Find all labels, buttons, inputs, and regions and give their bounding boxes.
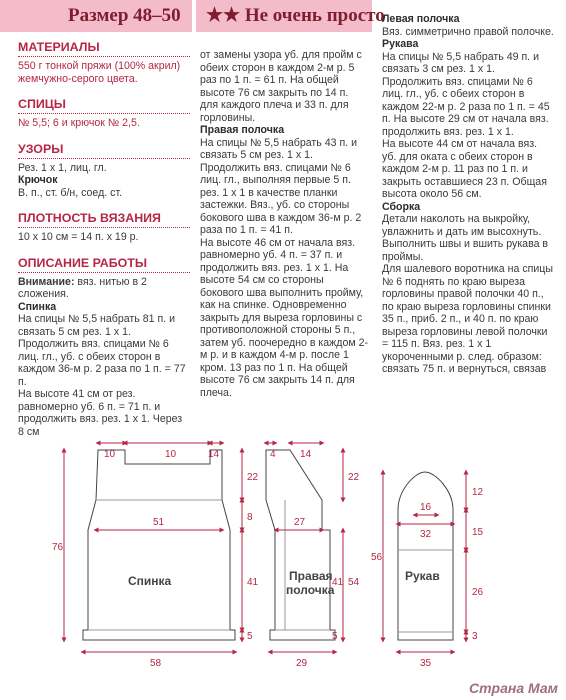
description-title: ОПИСАНИЕ РАБОТЫ bbox=[18, 255, 147, 270]
back-outline bbox=[83, 450, 235, 640]
crochet-title: Крючок bbox=[18, 174, 58, 186]
needles-title: СПИЦЫ bbox=[18, 97, 66, 111]
back-top-mid-dim: 10 bbox=[165, 449, 177, 460]
back-bottom-dim: 58 bbox=[150, 658, 162, 669]
back-top-right-dim: 14 bbox=[208, 449, 220, 460]
assembly-text-2: Для шалевого воротника на спицы № 6 поднять по краю выреза горловины правой полочки 40 п., по краю выреза горловины спинки 35 п., приб. 2 п., и 40 п. по краю выреза горловины левой полочки = 115 п. Вяз. рез. 1 х 1 укороченными р. след. образом: связать 75 п. и вернуться, связав bbox=[382, 263, 553, 375]
sleeve-text-2: На высоте 44 см от начала вяз. уб. для оката с обеих сторон в каждом 2-м р. 11 раз по 1 п. и закрыть оставшиеся 23 п. Общая высота около 56 см. bbox=[382, 138, 547, 200]
back-h-top-dim: 22 bbox=[247, 472, 259, 483]
sleeve-h-mid-dim: 26 bbox=[472, 587, 484, 598]
stars-icon: ★★ bbox=[206, 5, 241, 26]
back-label: Спинка bbox=[128, 574, 172, 588]
front-label-2: полочка bbox=[286, 583, 335, 597]
density-title: ПЛОТНОСТЬ ВЯЗАНИЯ bbox=[18, 211, 161, 225]
sleeve-title: Рукава bbox=[382, 38, 419, 50]
pattern-diagrams bbox=[0, 440, 566, 700]
difficulty-text: Не очень просто bbox=[244, 5, 385, 26]
difficulty-header bbox=[196, 0, 385, 32]
attention-note: Внимание: вяз. нитью в 2 сложения. bbox=[18, 275, 147, 300]
front-outline bbox=[266, 450, 335, 640]
needles-text: № 5,5; 6 и крючок № 2,5. bbox=[18, 117, 140, 129]
crochet-text: В. п., ст. б/н, соед. ст. bbox=[18, 186, 123, 199]
sleeve-h-band-dim: 3 bbox=[472, 631, 478, 642]
sleeve-top-dim: 16 bbox=[420, 502, 432, 513]
sleeve-width-dim: 32 bbox=[420, 529, 432, 540]
divider bbox=[18, 113, 190, 114]
right-front-text: На спицы № 5,5 набрать 43 п. и связать 5 см рез. 1 х 1. Продолжить вяз. спицами № 6 лиц. гл., выполняя первые 5 п. рез. 1 х 1 в качестве планки застежки. Вяз., уб. со стороны бокового шва в каждом 36-м р. 2 раза по 1 п. = 41 п. bbox=[200, 136, 362, 236]
density-text: 10 х 10 см = 14 п. х 19 р. bbox=[18, 231, 139, 243]
front-top-right-dim: 14 bbox=[300, 449, 312, 460]
column-2 bbox=[200, 49, 368, 399]
front-h-band-dim: 5 bbox=[332, 631, 338, 642]
front-height-total-dim: 54 bbox=[348, 577, 360, 588]
size-header: Размер 48–50 bbox=[0, 0, 192, 32]
left-front-text: Вяз. симметрично правой полочке. bbox=[382, 25, 554, 38]
front-h-low-dim: 41 bbox=[332, 577, 344, 588]
back-h-mid-dim: 8 bbox=[247, 512, 253, 523]
divider bbox=[18, 158, 190, 159]
back-top-left-dim: 10 bbox=[104, 449, 116, 460]
column-1 bbox=[18, 40, 190, 438]
back-h-band-dim: 5 bbox=[247, 631, 253, 642]
sleeve-label: Рукав bbox=[405, 569, 440, 583]
assembly-text: Детали наколоть на выкройку, увлажнить и дать им высохнуть. Выполнить швы и вшить рукава в проймы. bbox=[382, 213, 549, 263]
back-text: На спицы № 5,5 набрать 81 п. и связать 5 см рез. 1 х 1. Продолжить вяз. спицами № 6 лиц. гл., уб. с обеих сторон в каждом 36-м р. 2 раза по 1 п. = 77 п. bbox=[18, 313, 186, 388]
back-height-total-dim: 76 bbox=[52, 542, 64, 553]
front-width-dim: 27 bbox=[294, 517, 306, 528]
materials-title: МАТЕРИАЛЫ bbox=[18, 40, 100, 54]
patterns-text: Рез. 1 х 1, лиц. гл. bbox=[18, 161, 107, 174]
watermark-logo: Страна Мам bbox=[468, 680, 558, 696]
back-title: Спинка bbox=[18, 300, 57, 313]
sleeve-text: На спицы № 5,5 набрать 49 п. и связать 3 см рез. 1 х 1. Продолжить вяз. спицами № 6 лиц. гл., уб. с обеих сторон в каждом 22-м р. 2 раза по 1 п. = 45 п. На высоте 29 см от начала вяз. продолжить вяз. рез. 1 х 1. bbox=[382, 50, 550, 138]
front-top-left-dim: 4 bbox=[270, 449, 276, 460]
back-text-2: На высоте 41 см от рез. равномерно уб. 6 п. = 71 п. и продолжить вяз. рез. 1 х 1. Через 8 см bbox=[18, 388, 183, 438]
back-continued-text: от замены узора уб. для пройм с обеих сторон в каждом 2-м р. 5 раз по 1 п. = 61 п. На общей высоте 76 см закрыть по 14 п. для каждого плеча и 33 п. для горловины. bbox=[200, 49, 362, 124]
sleeve-height-total-dim: 56 bbox=[371, 552, 383, 563]
sleeve-bottom-dim: 35 bbox=[420, 658, 432, 669]
divider bbox=[18, 272, 190, 273]
patterns-title: УЗОРЫ bbox=[18, 141, 64, 156]
right-front-title: Правая полочка bbox=[200, 124, 285, 136]
column-3 bbox=[382, 13, 554, 376]
sleeve-outline bbox=[398, 472, 453, 640]
front-label-1: Правая bbox=[289, 569, 333, 583]
left-front-title: Левая полочка bbox=[382, 13, 460, 25]
front-bottom-dim: 29 bbox=[296, 658, 308, 669]
divider bbox=[18, 227, 190, 228]
divider bbox=[18, 56, 190, 57]
back-width-dim: 51 bbox=[153, 517, 165, 528]
materials-text: 550 г тонкой пряжи (100% акрил) жемчужно-серого цвета. bbox=[18, 60, 181, 85]
front-h-top-dim: 22 bbox=[348, 472, 360, 483]
right-front-text-2: На высоте 46 см от начала вяз. равномерно уб. 4 п. = 37 п. и продолжить вяз. рез. 1 х 1. На высоте 54 см со стороны бокового шва выполнить пройму, как на спинке. Одновременно закрыть для выреза горловины с противоположной стороны 5 п., затем уб. поочередно в каждом 2-м р. и в каждом 4-м р. после 1 кром. 13 раз по 1 п. На общей высоте 76 см закрыть 14 п. для плеча. bbox=[200, 236, 368, 399]
sleeve-h-cap-dim: 15 bbox=[472, 527, 484, 538]
back-h-low-dim: 41 bbox=[247, 577, 259, 588]
assembly-title: Сборка bbox=[382, 200, 421, 213]
sleeve-h-top-dim: 12 bbox=[472, 487, 484, 498]
